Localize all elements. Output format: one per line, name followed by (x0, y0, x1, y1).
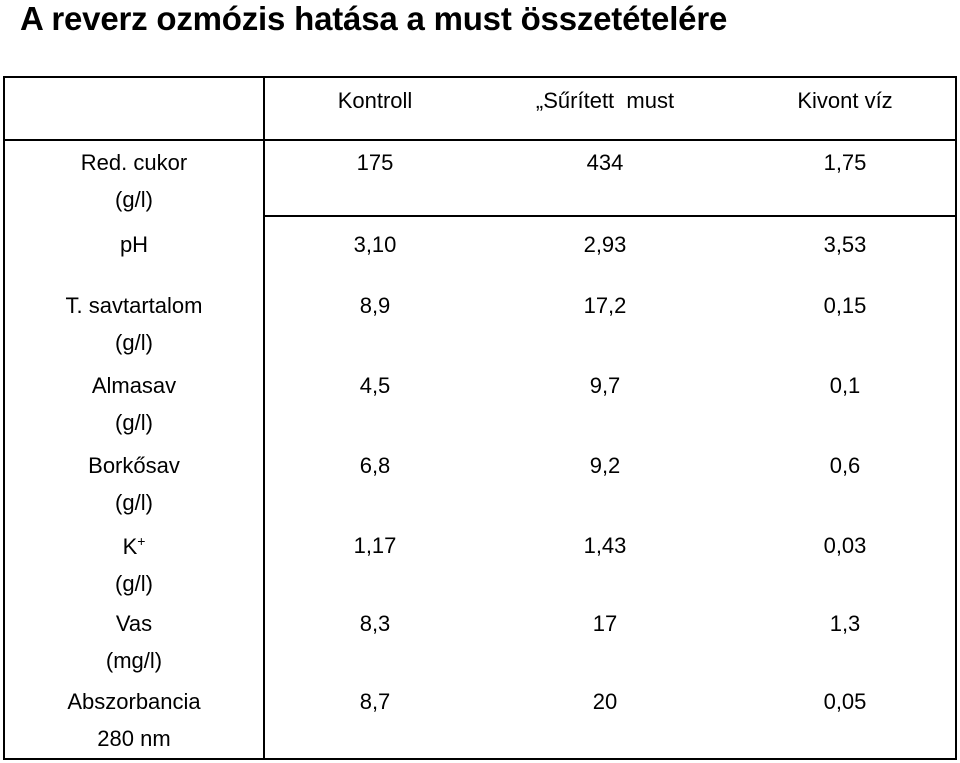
table-cell: 4,5 (359, 373, 391, 398)
table-cell: 9,2 (589, 453, 621, 478)
table-cell: 20 (592, 689, 618, 714)
column-divider (263, 78, 265, 758)
page-title: A reverz ozmózis hatása a must összetételére (20, 0, 728, 37)
table-cell: 0,05 (823, 689, 867, 714)
table-cell: 8,3 (359, 611, 391, 636)
table-cell: 175 (356, 150, 394, 175)
row-divider (263, 215, 955, 217)
table-cell: 9,7 (589, 373, 621, 398)
table-cell: 0,1 (829, 373, 861, 398)
column-header-surített-must: „Sűrített must (535, 88, 675, 113)
column-header-kivont-viz: Kivont víz (797, 88, 893, 113)
table-cell: 17,2 (583, 293, 627, 318)
table-cell: 8,9 (359, 293, 391, 318)
table-cell: 3,10 (353, 232, 397, 257)
table-cell: 8,7 (359, 689, 391, 714)
table-cell: 17 (592, 611, 618, 636)
table-cell: 0,03 (823, 533, 867, 558)
table-cell: 1,17 (353, 533, 397, 558)
row-label-ph: pH (119, 232, 149, 257)
table-cell: 3,53 (823, 232, 867, 257)
row-label-red-cukor: Red. cukor (g/l) (80, 150, 188, 212)
table-cell: 6,8 (359, 453, 391, 478)
row-label-vas: Vas (mg/l) (105, 611, 163, 673)
table-cell: 2,93 (583, 232, 627, 257)
row-label-almasav: Almasav (g/l) (91, 373, 177, 435)
row-label-borkosav: Borkősav (g/l) (88, 453, 180, 515)
table-cell: 1,3 (829, 611, 861, 636)
table-cell: 0,6 (829, 453, 861, 478)
table-cell: 434 (586, 150, 624, 175)
composition-table (3, 76, 957, 760)
table-cell: 1,43 (583, 533, 627, 558)
column-header-kontroll: Kontroll (337, 88, 413, 113)
header-divider (5, 139, 955, 141)
table-cell: 1,75 (823, 150, 867, 175)
row-label-kalium: K+ (g/l) (115, 533, 153, 596)
row-label-abszorbancia: Abszorbancia 280 nm (67, 689, 201, 751)
table-cell: 0,15 (823, 293, 867, 318)
row-label-t-savtartalom: T. savtartalom (g/l) (65, 293, 203, 355)
